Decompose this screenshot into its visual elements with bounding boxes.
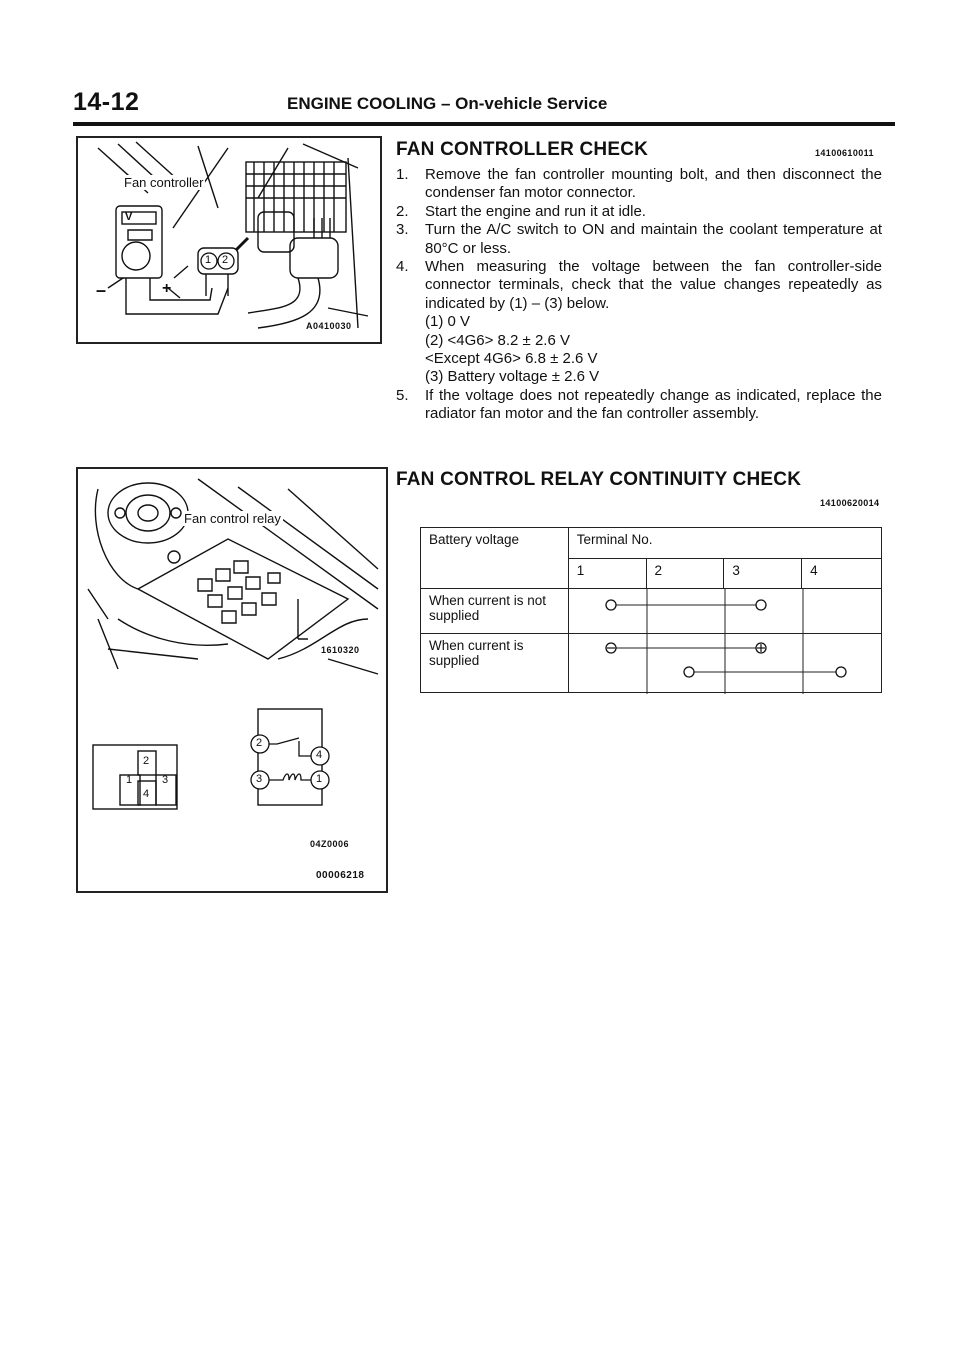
schematic-pin-1: 1 xyxy=(316,773,323,785)
voltage-value-2a: (2) <4G6> 8.2 ± 2.6 V xyxy=(425,331,570,349)
photo-code: 1610320 xyxy=(321,645,360,655)
fan-controller-check-code: 14100610011 xyxy=(815,148,874,158)
page-number: 14-12 xyxy=(73,88,140,116)
fan-controller-steps xyxy=(396,166,882,424)
schematic-pin-4: 4 xyxy=(316,749,323,761)
continuity-supplied xyxy=(568,634,881,693)
fan-controller-illustration xyxy=(78,138,380,342)
terminal-no-header: Terminal No. xyxy=(568,528,881,559)
meter-display-label: V xyxy=(125,211,133,223)
step-item: 4. When measuring the voltage between the fan controller-side connector terminals, check that the value changes repeatedly as indicated by (1) – (3) below. (1) 0 V (2) <4G6> 8.2 ± 2.6 V <Except 4G6> 6.8 ± 2.6 V (3) Battery voltage ± 2.6 V xyxy=(396,258,882,386)
relay-pin-4: 4 xyxy=(143,788,150,800)
figure1-code: A0410030 xyxy=(306,321,352,331)
continuity-not-supplied xyxy=(568,589,881,634)
page-header xyxy=(73,88,895,126)
figure-fan-control-relay xyxy=(76,467,388,893)
fan-controller-label: Fan controller xyxy=(124,175,204,190)
connector-pin-2: 2 xyxy=(222,254,229,266)
battery-voltage-header: Battery voltage xyxy=(421,528,569,589)
section-title: ENGINE COOLING – On-vehicle Service xyxy=(287,94,608,113)
row-not-supplied-label: When current is not supplied xyxy=(421,589,569,634)
step-item: 2. Start the engine and run it at idle. xyxy=(396,202,646,220)
relay-continuity-check-code: 14100620014 xyxy=(820,498,880,508)
continuity-table xyxy=(420,527,882,693)
meter-plus: + xyxy=(162,280,172,297)
terminal-3-header: 3 xyxy=(724,558,802,589)
fan-control-relay-illustration xyxy=(78,469,386,891)
row-supplied-label: When current is supplied xyxy=(421,634,569,693)
voltage-value-2b: <Except 4G6> 6.8 ± 2.6 V xyxy=(425,350,598,368)
figure2-code: 00006218 xyxy=(316,870,365,881)
terminal-4-header: 4 xyxy=(802,558,882,589)
terminal-2-header: 2 xyxy=(646,558,724,589)
voltage-value-1: (1) 0 V xyxy=(425,313,471,331)
continuity-lines-supplied xyxy=(569,634,883,694)
relay-continuity-check-heading: FAN CONTROL RELAY CONTINUITY CHECK xyxy=(396,469,802,490)
step-item: 3. Turn the A/C switch to ON and maintain the coolant temperature at 80°C or less. xyxy=(396,221,882,257)
terminal-1-header: 1 xyxy=(568,558,646,589)
fan-controller-check-heading: FAN CONTROLLER CHECK xyxy=(396,139,649,160)
schematic-pin-3: 3 xyxy=(256,773,263,785)
voltage-value-3: (3) Battery voltage ± 2.6 V xyxy=(425,368,600,386)
relay-pin-3: 3 xyxy=(162,774,169,786)
continuity-line-1-3 xyxy=(569,589,883,635)
diagram-code: 04Z0006 xyxy=(310,839,350,849)
meter-minus: – xyxy=(96,280,107,300)
relay-pin-2: 2 xyxy=(143,755,150,767)
step-item: 5. If the voltage does not repeatedly change as indicated, replace the radiator fan motor and the fan controller assembly. xyxy=(396,386,882,423)
fan-control-relay-label: Fan control relay xyxy=(184,511,281,526)
step-item: 1. Remove the fan controller mounting bolt, and then disconnect the condenser fan motor connector. xyxy=(396,166,882,202)
figure-fan-controller xyxy=(76,136,382,344)
connector-pin-1: 1 xyxy=(205,254,212,266)
schematic-pin-2: 2 xyxy=(256,737,263,749)
relay-pin-1: 1 xyxy=(126,774,133,786)
